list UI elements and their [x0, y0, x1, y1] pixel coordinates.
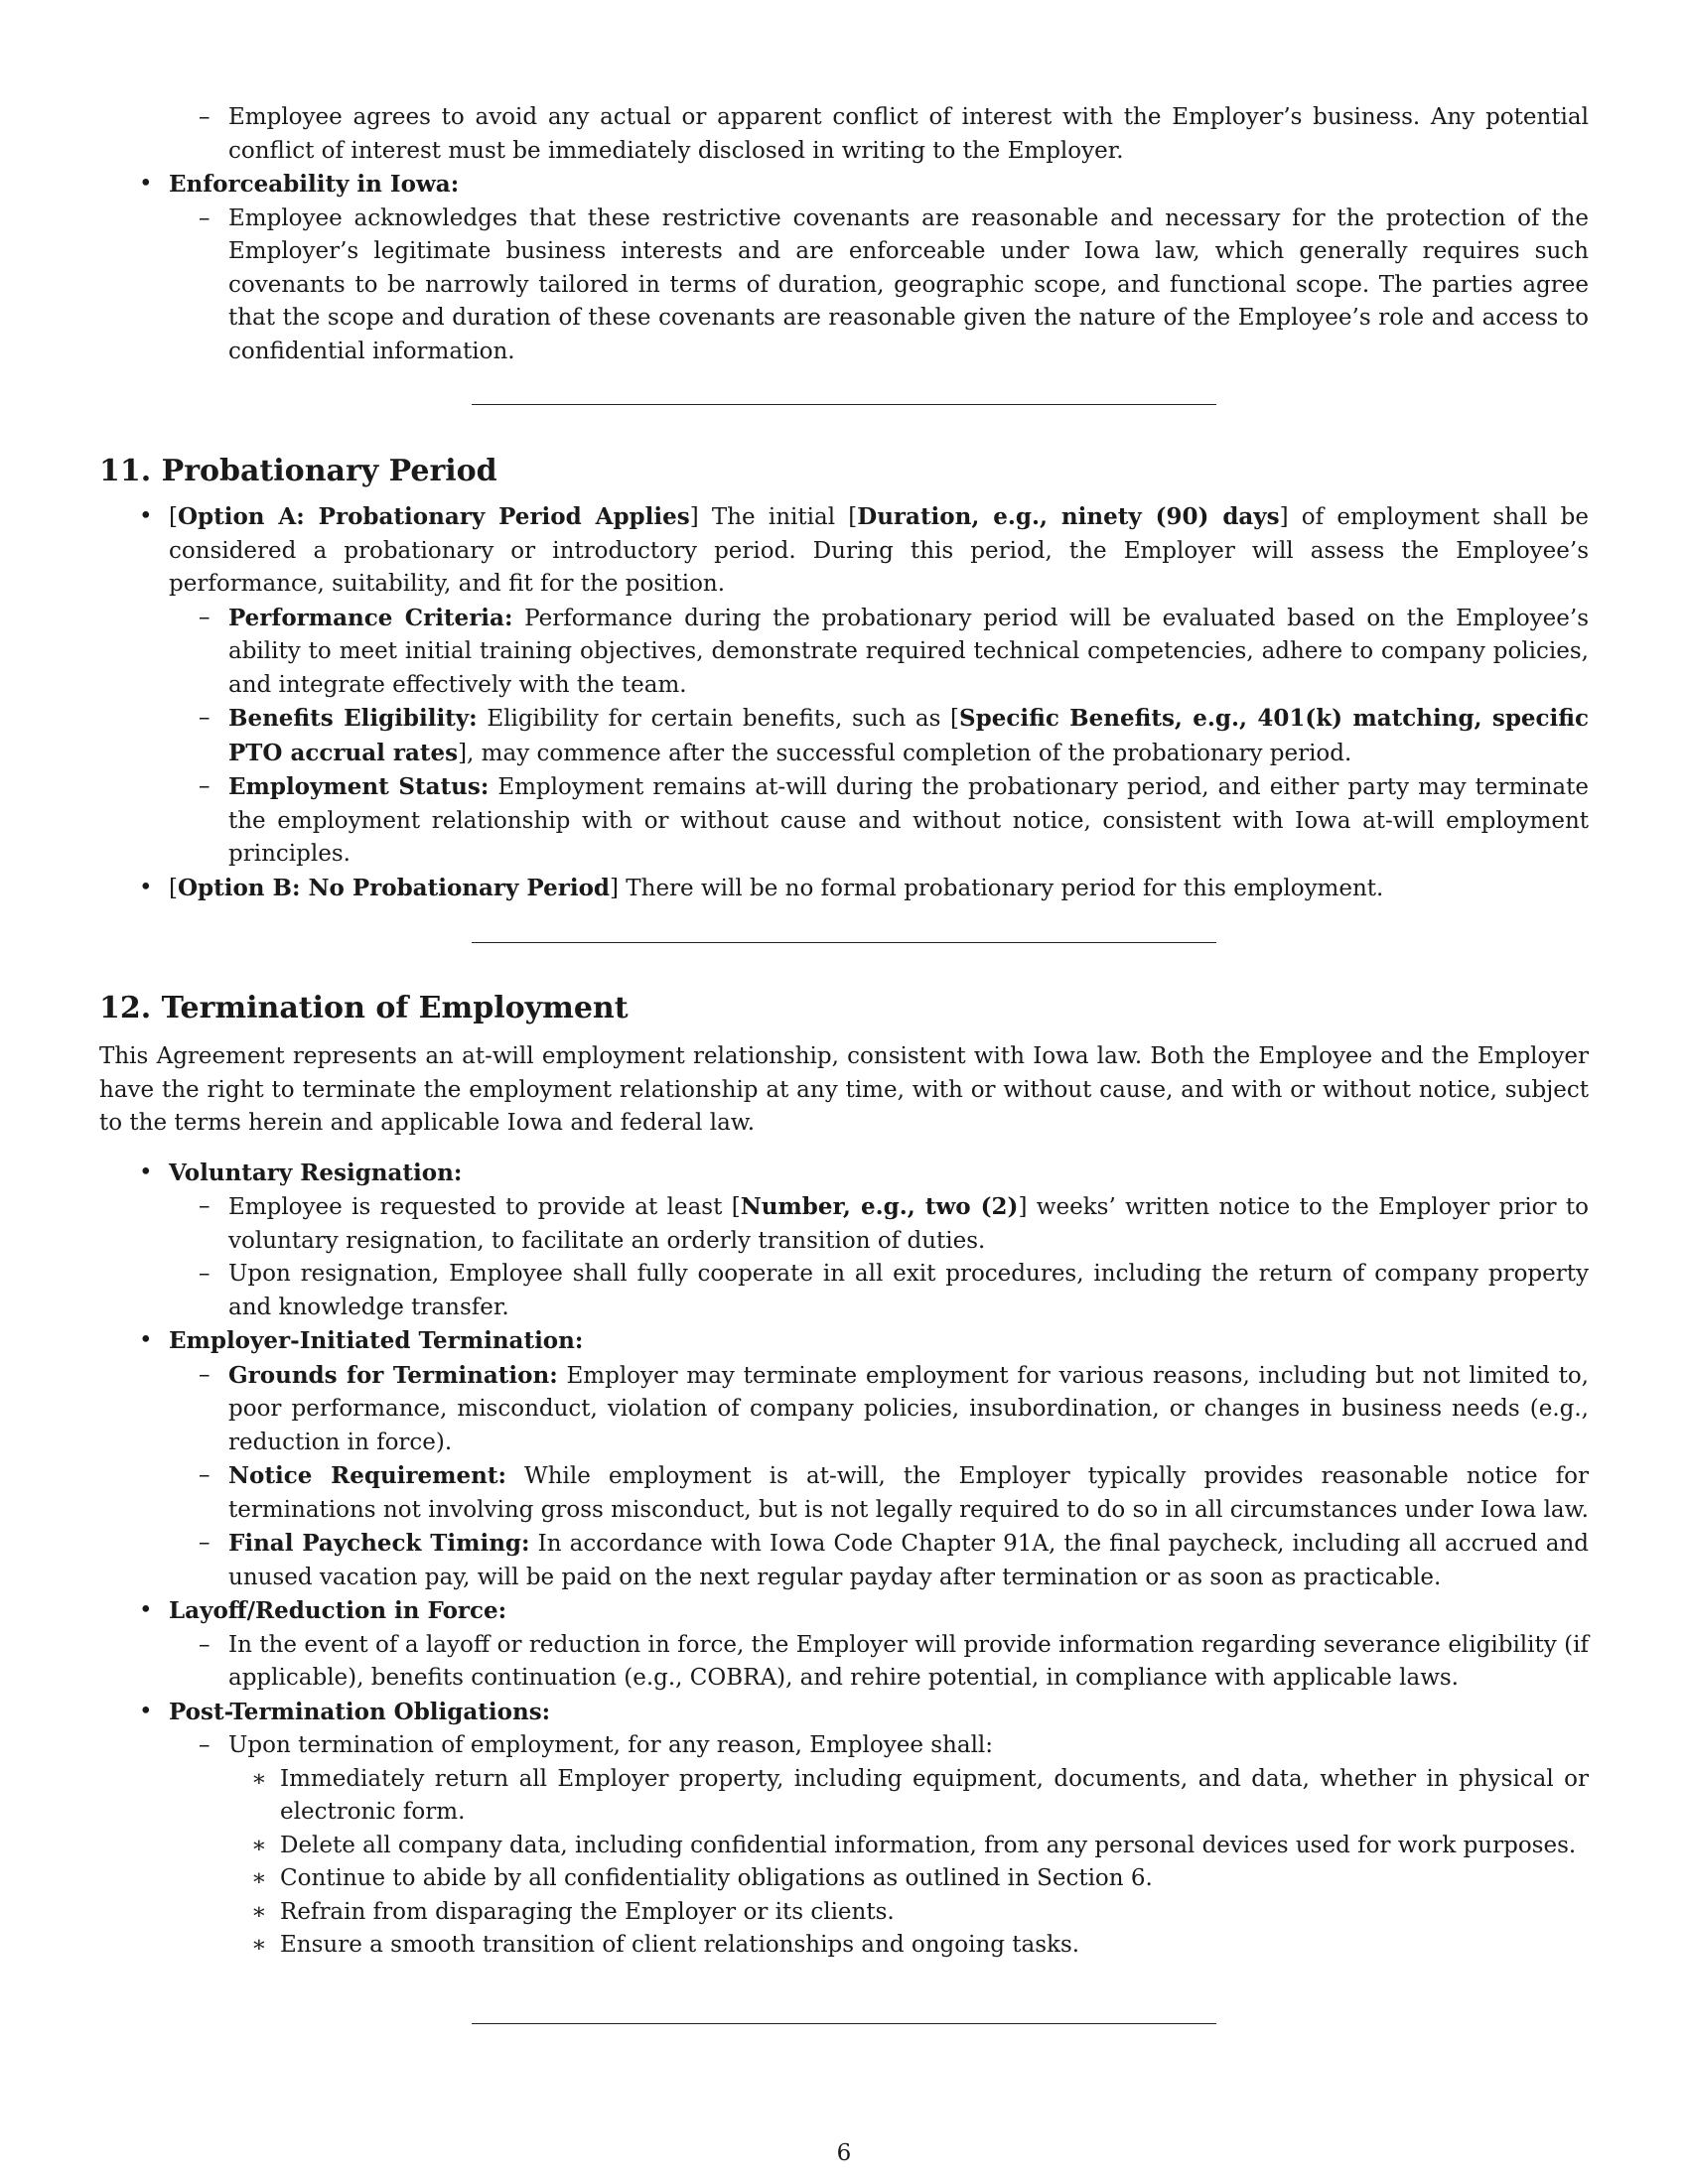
enforceability-label: Enforceability in Iowa: [169, 171, 460, 198]
employer-termination-item: • Employer-Initiated Termination: – Grounds for Termination: Employer may terminate employment for various reasons, including but not limited to, poor performance, misconduct, violation of company policies, insubordination, or changes in business needs (e.g., reduction in force). – Notice Requirement: While employment is at-will, the Employer typically provides reasonable notice for terminations not involving gross misconduct, but is not legally required to do so in all circumstances under Iowa law. – Final Paycheck Timing: In accordance with Iowa Code Chapter 91A, the final paycheck, including all accrued and unused vacation pay, will be paid on the next regular payday after termination or as soon as practicable. [99, 1324, 1589, 1594]
section-divider [472, 2023, 1216, 2024]
section-12-heading: 12. Termination of Employment [99, 991, 629, 1025]
section-12 [99, 989, 1589, 1963]
final-paycheck-item: – Final Paycheck Timing: In accordance with Iowa Code Chapter 91A, the final paycheck, including all accrued and unused vacation pay, will be paid on the next regular payday after termination or as soon as practicable. [99, 1527, 1589, 1594]
layoff-item: • Layoff/Reduction in Force: – In the event of a layoff or reduction in force, the Employer will provide information regarding severance eligibility (if applicable), benefits continuation (e.g., COBRA), and rehire potential, in compliance with applicable laws. [99, 1594, 1589, 1696]
grounds-item: – Grounds for Termination: Employer may terminate employment for various reasons, including but not limited to, poor performance, misconduct, violation of company policies, insubordination, or changes in business needs (e.g., reduction in force). [99, 1359, 1589, 1460]
list-item: ∗ Refrain from disparaging the Employer or its clients. [99, 1896, 1589, 1930]
list-item: ∗ Immediately return all Employer property, including equipment, documents, and data, whether in physical or electronic form. [99, 1763, 1589, 1830]
conflict-item: – Employee agrees to avoid any actual or apparent conflict of interest with the Employer’s business. Any potential conflict of interest must be immediately disclosed in writing to the Employer. [99, 101, 1589, 168]
benefits-eligibility-item: – Benefits Eligibility: Eligibility for certain benefits, such as [Specific Benefits, e.g., 401(k) matching, specific PTO accrual rates], may commence after the successful completion of the probationary period. [99, 702, 1589, 770]
enforceability-item [99, 168, 1589, 368]
section-12-intro: This Agreement represents an at-will employment relationship, consistent with Iowa law. Both the Employee and the Employer have the right to terminate the employment relationship at any time, with or without cause, and with or without notice, subject to the terms herein and applicable Iowa and federal law. [99, 1043, 1589, 1136]
voluntary-resignation-item: • Voluntary Resignation: – Employee is requested to provide at least [Number, e.g., two (2)] weeks’ written notice to the Employer prior to voluntary resignation, to facilitate an orderly transition of duties. – Upon resignation, Employee shall fully cooperate in all exit procedures, including the return of company property and knowledge transfer. [99, 1157, 1589, 1325]
performance-criteria-item: – Performance Criteria: Performance during the probationary period will be evaluated based on the Employee’s ability to meet initial training objectives, demonstrate required technical competencies, adhere to company policies, and integrate effectively with the team. [99, 602, 1589, 703]
list-item: ∗ Delete all company data, including confidential information, from any personal devices used for work purposes. [99, 1830, 1589, 1863]
section-11-heading: 11. Probationary Period [99, 454, 497, 488]
notice-item: – Notice Requirement: While employment is at-will, the Employer typically provides reasonable notice for terminations not involving gross misconduct, but is not legally required to do so in all circumstances under Iowa law. [99, 1459, 1589, 1527]
section-12-list [99, 1157, 1589, 1963]
list-item: – Employee is requested to provide at least [Number, e.g., two (2)] weeks’ written notice to the Employer prior to voluntary resignation, to facilitate an orderly transition of duties. [99, 1190, 1589, 1258]
list-item: ∗ Continue to abide by all confidentiality obligations as outlined in Section 6. [99, 1862, 1589, 1896]
list-item: – In the event of a layoff or reduction in force, the Employer will provide information regarding severance eligibility (if applicable), benefits continuation (e.g., COBRA), and rehire potential, in compliance with applicable laws. [99, 1629, 1589, 1696]
post-termination-item: • Post-Termination Obligations: – Upon termination of employment, for any reason, Employee shall: ∗ Immediately return all Employer property, including equipment, documents, and data, whether in physical or electronic form. ∗ Delete all company data, including confidential information, from any personal devices used for work purposes. ∗ Continue to abide by all confidentiality obligations as outlined in Section 6. ∗ Refrain from disparaging the Employer or its clients. ∗ Ensure a smooth transition of client relationships and ongoing tasks. [99, 1696, 1589, 1963]
bullet-list [99, 101, 1589, 368]
list-item: ∗ Ensure a smooth transition of client relationships and ongoing tasks. [99, 1929, 1589, 1963]
option-a-item: • [Option A: Probationary Period Applies] The initial [Duration, e.g., ninety (90) days] of employment shall be considered a probationary or introductory period. During this period, the Employer will assess the Employee’s performance, suitability, and fit for the position. – Performance Criteria: Performance during the probationary period will be evaluated based on the Employee’s ability to meet initial training objectives, demonstrate required technical competencies, adhere to company policies, and integrate effectively with the team. – Benefits Eligibility: Eligibility for certain benefits, such as [Specific Benefits, e.g., 401(k) matching, specific PTO accrual rates], may commence after the successful completion of the probationary period. – Employment Status: Employment remains at-will during the probationary period, and either party may terminate the employment relationship with or without cause and without notice, consistent with Iowa at-will employment principles. [99, 500, 1589, 872]
enforceability-text: – Employee acknowledges that these restrictive covenants are reasonable and necessary for the protection of the Employer’s legitimate business interests and are enforceable under Iowa law, which generally requires such covenants to be narrowly tailored in terms of duration, geographic scope, and functional scope. The parties agree that the scope and duration of these covenants are reasonable given the nature of the Employee’s role and access to confidential information. [99, 203, 1589, 369]
page-number: 6 [836, 2140, 852, 2166]
list-item [99, 101, 1589, 168]
section-11 [99, 452, 1589, 905]
covenants-continuation [99, 101, 1589, 368]
list-item: – Upon resignation, Employee shall fully cooperate in all exit procedures, including the return of company property and knowledge transfer. [99, 1258, 1589, 1324]
document-page [99, 0, 1589, 2184]
post-termination-obligations [228, 1763, 1589, 1963]
employment-status-item: – Employment Status: Employment remains at-will during the probationary period, and either party may terminate the employment relationship with or without cause and without notice, consistent with Iowa at-will employment principles. [99, 770, 1589, 872]
section-divider [472, 404, 1216, 405]
section-11-list [99, 500, 1589, 905]
list-item: – Upon termination of employment, for any reason, Employee shall: ∗ Immediately return all Employer property, including equipment, documents, and data, whether in physical or electronic form. ∗ Delete all company data, including confidential information, from any personal devices used for work purposes. ∗ Continue to abide by all confidentiality obligations as outlined in Section 6. ∗ Refrain from disparaging the Employer or its clients. ∗ Ensure a smooth transition of client relationships and ongoing tasks. [99, 1729, 1589, 1963]
section-divider [472, 942, 1216, 943]
option-b-item: • [Option B: No Probationary Period] There will be no formal probationary period for this employment. [99, 872, 1589, 906]
